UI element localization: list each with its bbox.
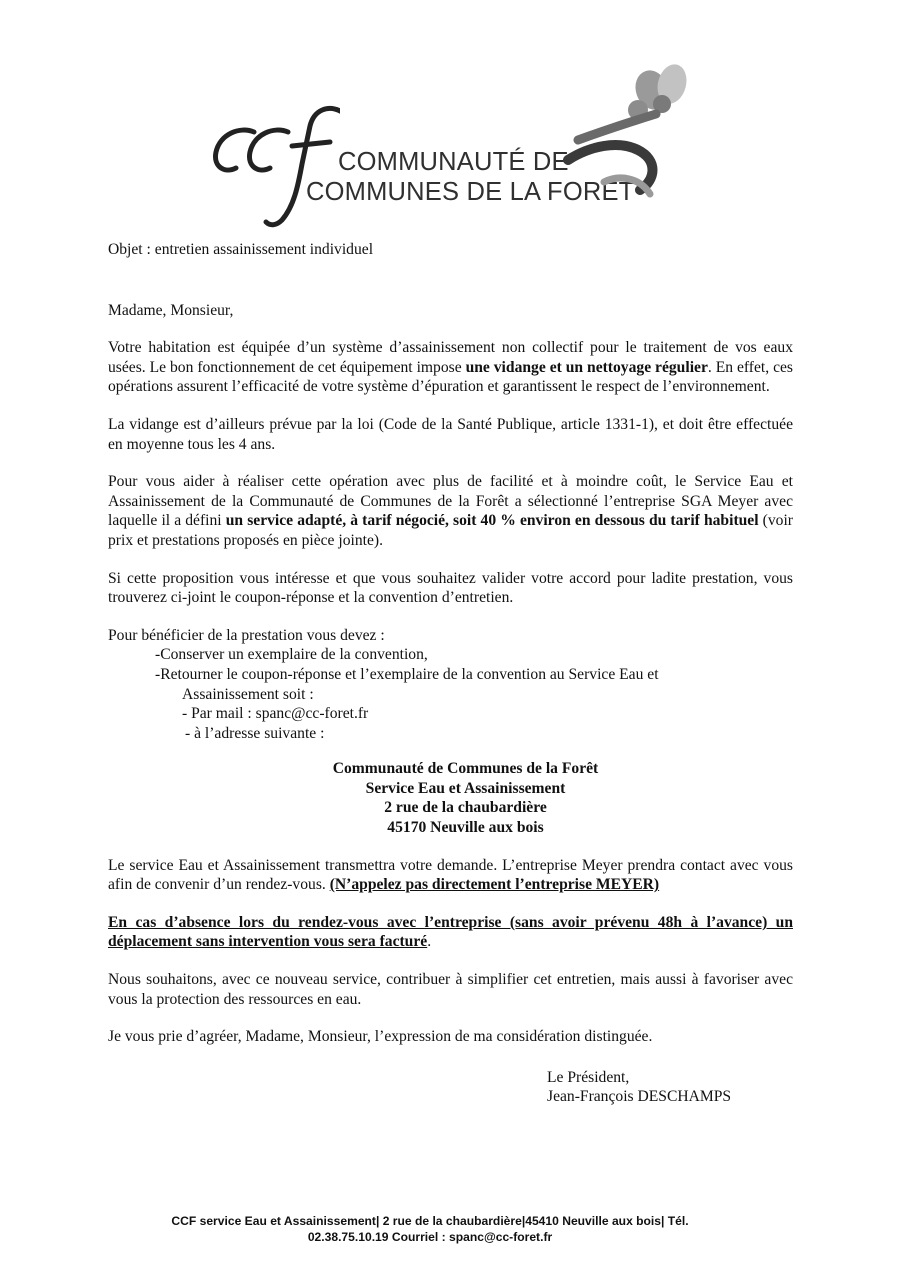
paragraph-contact <box>108 856 793 895</box>
paragraph-law: La vidange est d’ailleurs prévue par la loi (Code de la Santé Publique, article 1331-1), et doit être effectuée en moyenne tous les 4 ans. <box>108 415 793 453</box>
paragraph-equipment-text: Votre habitation est équipée d’un système d’assainissement non collectif pour le traitement de vos eaux usées. Le bon fonctionnement de cet équipement impose <box>108 339 793 376</box>
instruction-email: - Par mail : spanc@cc-foret.fr <box>182 705 369 723</box>
paragraph-absence-end: . <box>427 933 432 951</box>
ccf-logo-mark <box>210 102 340 232</box>
address-line-3: 2 rue de la chaubardière <box>384 799 547 817</box>
paragraph-offer-end: (voir prix et prestations proposés en pièce jointe). <box>108 512 793 549</box>
instructions-intro: Pour bénéficier de la prestation vous devez : <box>108 626 385 644</box>
paragraph-contact-warning: (N’appelez pas directement l’entreprise MEYER) <box>329 876 660 894</box>
stylized-figure-with-leaves-icon <box>560 62 700 212</box>
address-line-4: 45170 Neuville aux bois <box>387 819 544 837</box>
footer-line-2: 02.38.75.10.19 Courriel : spanc@cc-foret.fr <box>307 1229 553 1244</box>
paragraph-offer-text: Pour vous aider à réaliser cette opération avec plus de facilité et à moindre coût, le Service Eau et Assainissement de la Communauté de Communes de la Forêt a sélectionné l’entreprise SGA Meyer avec laquelle il a défini <box>108 473 793 530</box>
ccf-logo <box>205 62 705 232</box>
signature-name: Jean-François DESCHAMPS <box>547 1088 732 1106</box>
letter-body <box>108 240 793 1107</box>
footer-line-1: CCF service Eau et Assainissement| 2 rue de la chaubardière|45410 Neuville aux bois| Tél. <box>171 1214 689 1228</box>
closing-formula: Je vous prie d’agréer, Madame, Monsieur, l’expression de ma considération distinguée. <box>108 1028 653 1046</box>
paragraph-equipment-emphasis: une vidange et un nettoyage régulier <box>465 358 708 376</box>
paragraph-offer-emphasis: un service adapté, à tarif négocié, soit 40 % environ en dessous du tarif habituel <box>225 512 759 530</box>
mailing-address <box>138 759 793 837</box>
subject-line: Objet : entretien assainissement individuel <box>108 241 374 258</box>
instruction-address: - à l’adresse suivante : <box>185 724 325 742</box>
address-line-1: Communauté de Communes de la Forêt <box>332 760 599 778</box>
paragraph-absence-warning: En cas d’absence lors du rendez-vous avec l’entreprise (sans avoir prévenu 48h à l’avance) un déplacement sans intervention vous sera facturé <box>108 913 793 951</box>
paragraph-equipment-end: . En effet, ces opérations assurent l’efficacité de votre système d’épuration et garantissent le respect de l’environnement. <box>108 358 793 396</box>
instruction-return-cont: Assainissement soit : <box>182 685 314 703</box>
address-line-2: Service Eau et Assainissement <box>365 779 566 797</box>
logo-line-2: COMMUNES DE LA FORÊT <box>306 178 635 206</box>
salutation: Madame, Monsieur, <box>108 301 234 319</box>
signature-title: Le Président, <box>547 1068 630 1086</box>
instruction-return: -Retourner le coupon-réponse et l’exemplaire de la convention au Service Eau et <box>155 665 659 683</box>
logo-line-1: COMMUNAUTÉ DE <box>338 148 569 176</box>
paragraph-equipment <box>108 338 793 397</box>
paragraph-offer <box>108 472 793 550</box>
paragraph-interest: Si cette proposition vous intéresse et que vous souhaitez valider votre accord pour ladite prestation, vous trouverez ci-joint le coupon-réponse et la convention d’entretien. <box>108 569 793 607</box>
paragraph-absence <box>108 913 793 952</box>
page-footer <box>120 1214 740 1245</box>
instruction-keep-copy: -Conserver un exemplaire de la convention, <box>155 646 428 664</box>
paragraph-contact-text: Le service Eau et Assainissement transmettra votre demande. L’entreprise Meyer prendra contact avec vous afin de convenir d’un rendez-vous. <box>108 856 793 894</box>
paragraph-wishes: Nous souhaitons, avec ce nouveau service, contribuer à simplifier cet entretien, mais aussi à favoriser avec vous la protection des ressources en eau. <box>108 971 793 1008</box>
